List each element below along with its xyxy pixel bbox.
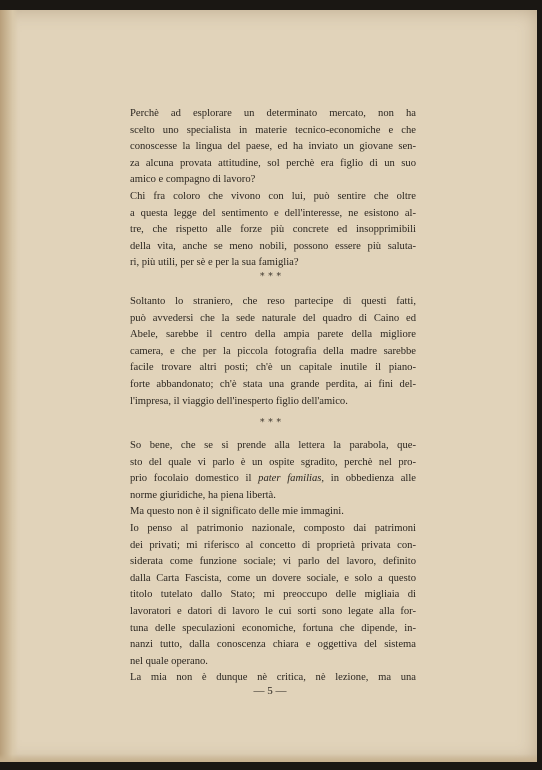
text-line-content: siderata come funzione sociale; vi parlo del lavoro, definito [130,556,416,568]
text-line-content: forte abbandonato; ch'è stata una grande perdita, ai fini del- [130,378,416,390]
text-line-content: lavoratori e datori di lavoro le cui sorti sono legate alla for- [130,605,416,617]
text-line [130,311,416,328]
text-line-content: nel quale operano. [130,655,208,667]
text-line-content: dalla Carta Fascista, come un dovere sociale, e solo a questo [130,572,416,584]
text-line [130,438,416,455]
text-line-content: a questa legge del sentimento e dell'interesse, ne esistono al- [130,207,416,219]
text-line-continuation: in obbedienza alle [324,473,416,485]
section-divider-2: * * * [259,418,283,428]
text-line [130,471,416,488]
text-line [130,106,416,123]
paragraph-block-3 [130,438,416,687]
section-divider-1: * * * [259,272,283,282]
text-line-content: La mia non è dunque nè critica, nè lezione, ma una [130,672,416,684]
text-line [130,222,416,239]
text-line-content: l'impresa, il viaggio dell'inesperto figlio dell'amico. [130,395,348,407]
text-line [130,621,416,638]
text-line-content: Perchè ad esplorare un determinato mercato, non ha [130,108,416,119]
paragraph-block-1 [130,106,416,272]
text-line [130,172,416,189]
text-line-content: tre, che rispetto alle forze più concrete ed insopprimibili [130,224,416,236]
text-line [130,377,416,394]
text-line-content: facile trovare altri posti; ch'è un capitale inutile il piano- [130,362,416,374]
text-line-content: Io penso al patrimonio nazionale, composto dai patrimoni [130,522,416,534]
text-line [130,206,416,223]
text-line-content: Abele, sarebbe il centro della ampia parete della migliore [130,329,416,341]
text-line [130,360,416,377]
text-line [130,488,416,505]
text-line [130,521,416,538]
text-line-content: za alcuna provata attitudine, sol perchè era figlio di un suo [130,157,416,169]
text-line-content: ri, più utili, per sè e per la sua famiglia? [130,257,299,269]
italic-phrase: pater familias, [258,473,325,485]
text-line-content: della vita, anche se meno nobili, possono essere più saluta- [130,240,416,252]
text-line-content: dei privati; mi riferisco al concetto di proprietà privata con- [130,539,416,551]
text-line [130,654,416,671]
text-line [130,554,416,571]
text-line-content: camera, e che per la piccola fotografia della madre sarebbe [130,345,416,357]
text-line [130,455,416,472]
text-line [130,294,416,311]
text-line-content: può avvedersi che la sede naturale del quadro di Caino ed [130,312,416,324]
text-line [130,587,416,604]
text-line [130,327,416,344]
text-line-content: So bene, che se si prende alla lettera la parabola, que- [130,440,416,451]
text-line [130,394,416,411]
text-line-content: prio focolaio domestico il [130,473,259,485]
page-number: — 5 — [253,685,287,697]
text-line [130,189,416,206]
text-line-content: Ma questo non è il significato delle mie immagini. [130,506,344,518]
page-bottom-edge [0,754,537,762]
paragraph-block-2 [130,294,416,410]
text-line-content: titolo tutelato dallo Stato; mi preoccupo delle migliaia di [130,589,416,601]
text-line-content: Soltanto lo straniero, che reso partecipe di questi fatti, [130,296,416,307]
text-line [130,538,416,555]
text-line [130,604,416,621]
text-line [130,123,416,140]
text-line [130,239,416,256]
text-line [130,139,416,156]
text-line-content: tuna delle speculazioni economiche, fortuna che dipende, in- [130,622,416,634]
text-line [130,571,416,588]
text-line-content: scelto uno specialista in materie tecnico-economiche e che [130,124,416,136]
text-line-content: conoscesse la lingua del paese, ed ha inviato un giovane sen- [130,141,416,153]
text-line [130,255,416,272]
text-line-content: amico e compagno di lavoro? [130,174,256,186]
text-line-content: sto del quale vi parlo è un ospite sgradito, perchè nel pro- [130,456,416,468]
text-line-content: Chi fra coloro che vivono con lui, può sentire che oltre [130,190,416,202]
book-page [0,10,537,762]
text-line [130,156,416,173]
text-line [130,504,416,521]
text-line [130,344,416,361]
text-line-content: nanzi tutto, dalla conoscenza chiara e oggettiva del sistema [130,639,416,651]
page-spine-shadow [0,10,18,762]
text-line [130,637,416,654]
text-line-content: norme giuridiche, ha piena libertà. [130,489,276,501]
